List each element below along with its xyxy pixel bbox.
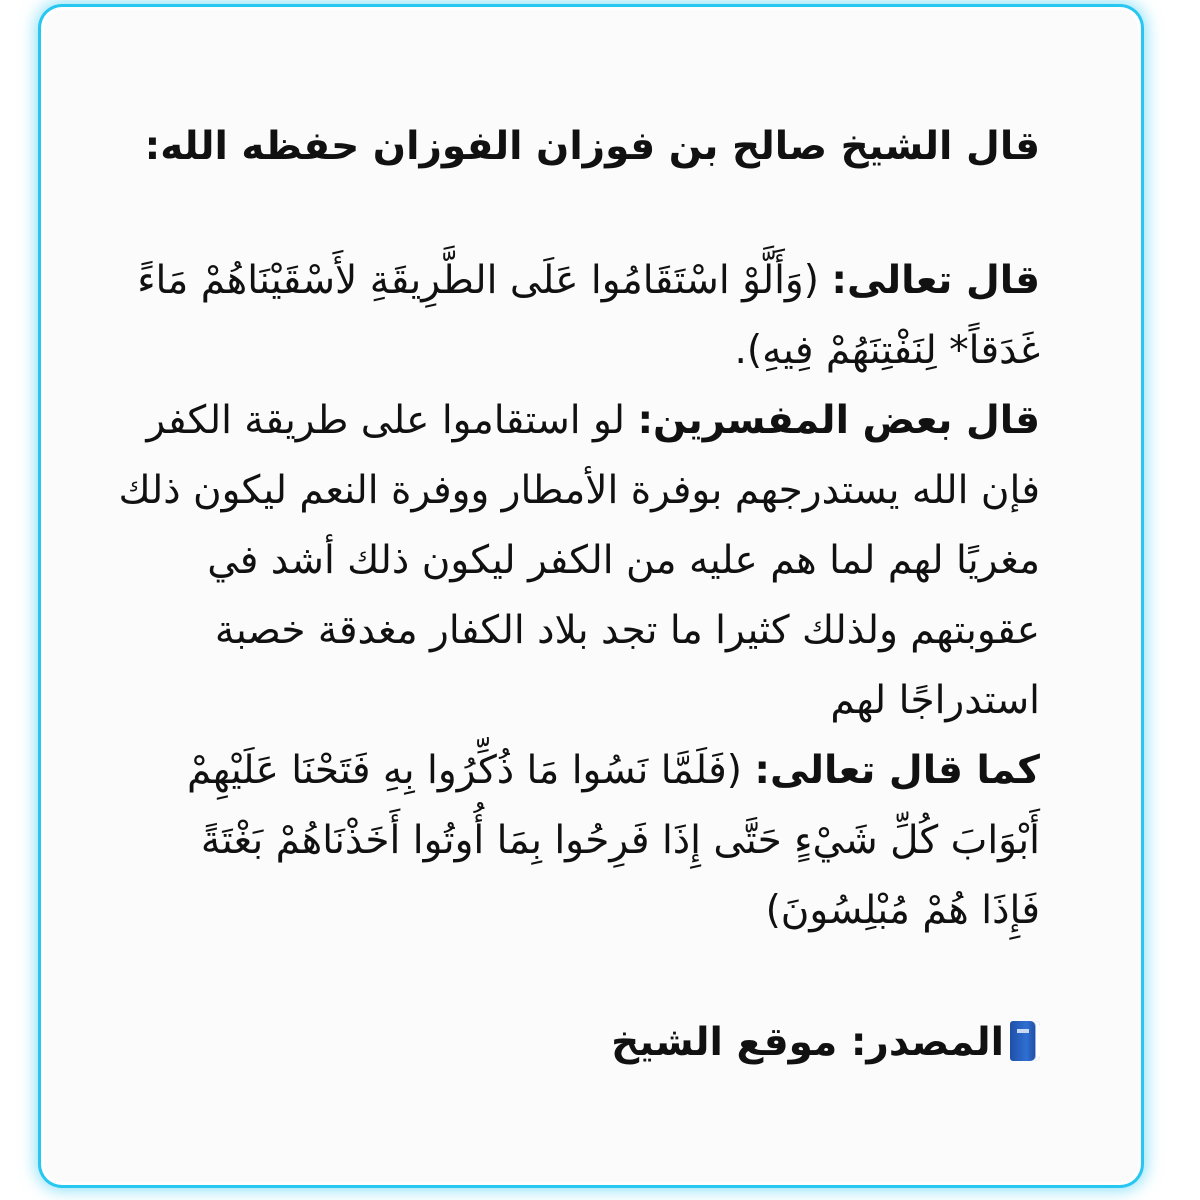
verse-1-line-2: غَدَقاً* لِنَفْتِنَهُمْ فِيهِ). [734, 328, 1040, 373]
commentary-line-5: استدراجًا لهم [830, 678, 1040, 723]
blue-book-icon [1010, 1021, 1040, 1061]
verse-2-label: كما قال تعالى: [754, 748, 1040, 793]
source-text: المصدر: موقع الشيخ [611, 1020, 1004, 1065]
commentary-label: قال بعض المفسرين: [637, 398, 1040, 443]
document-heading: قال الشيخ صالح بن فوزان الفوزان حفظه الله: [144, 124, 1040, 169]
verse-2-line-3: فَإِذَا هُمْ مُبْلِسُونَ) [765, 888, 1040, 933]
document-body [118, 112, 1040, 1078]
verse-2-line-2: أَبْوَابَ كُلِّ شَيْءٍ حَتَّى إِذَا فَرِحُوا بِمَا أُوتُوا أَخَذْنَاهُمْ بَغْتَةً [200, 818, 1040, 863]
source-line [160, 1008, 1040, 1078]
spacer [160, 182, 1040, 246]
verse-1-label: قال تعالى: [831, 258, 1040, 303]
verse-2-text-1: (فَلَمَّا نَسُوا مَا ذُكِّرُوا بِهِ فَتَحْنَا عَلَيْهِمْ [186, 748, 755, 793]
commentary-line-4: عقوبتهم ولذلك كثيرا ما تجد بلاد الكفار مغدقة خصبة [214, 608, 1040, 653]
spacer [160, 946, 1040, 1008]
verse-1-text-1: (وَأَلَّوْ اسْتَقَامُوا عَلَى الطَّرِيقَةِ لأَسْقَيْنَاهُمْ مَاءً [137, 258, 832, 303]
verse-2-line-1 [160, 736, 1040, 806]
commentary-line-2: فإن الله يستدرجهم بوفرة الأمطار ووفرة النعم ليكون ذلك [118, 468, 1040, 513]
commentary-line-3: مغريًا لهم لما هم عليه من الكفر ليكون ذلك أشد في [207, 538, 1040, 583]
commentary-line-1 [146, 386, 1040, 456]
verse-1-line-1 [137, 246, 1040, 316]
commentary-text-1: لو استقاموا على طريقة الكفر [146, 398, 638, 443]
